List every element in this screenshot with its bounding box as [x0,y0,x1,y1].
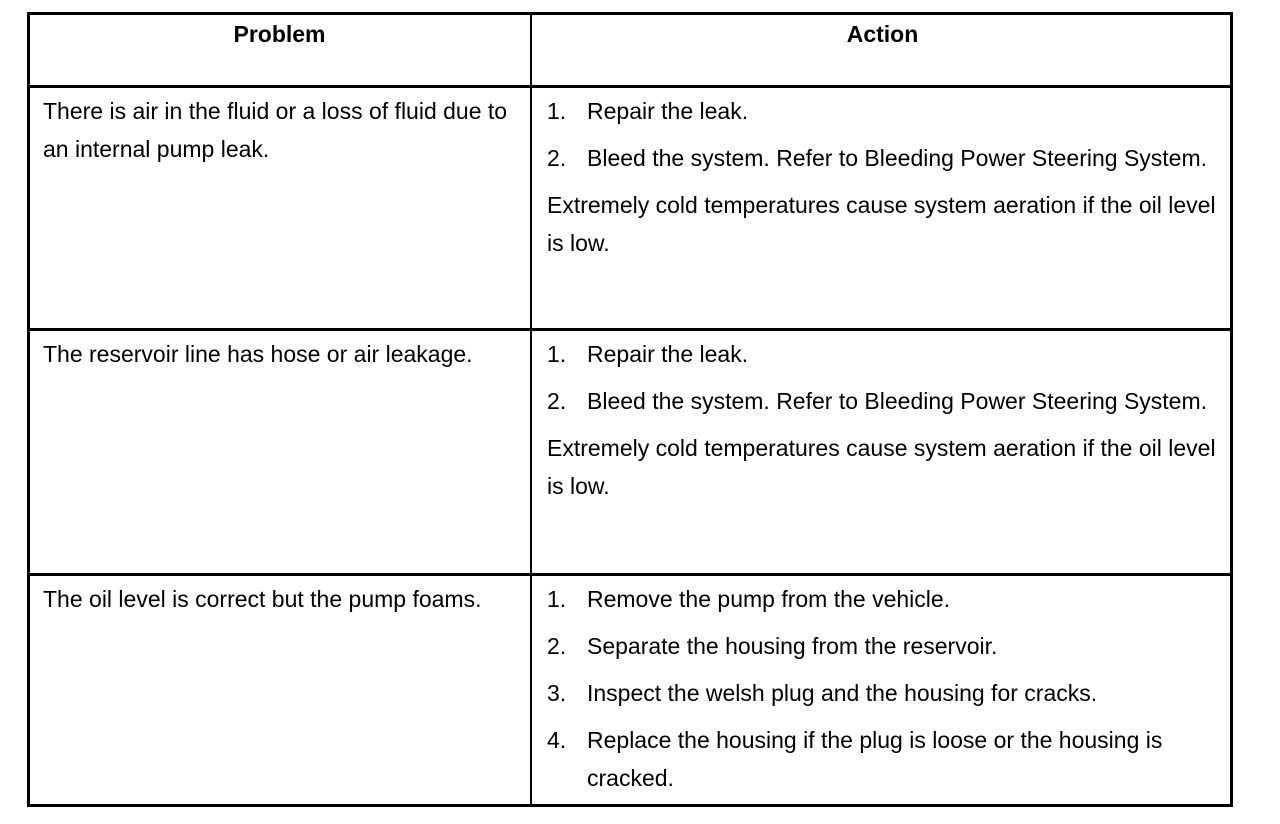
action-cell [532,88,1230,328]
problem-text: The reservoir line has hose or air leakage. [43,341,473,367]
step-number: 1. [547,98,567,124]
step-text: Repair the leak. [587,98,749,124]
step-number: 1. [547,341,567,367]
step-text: Bleed the system. Refer to Bleeding Power Steering System. [587,388,1208,414]
action-step [547,674,1218,712]
action-step [547,721,1218,797]
action-cell [532,576,1230,807]
step-number: 2. [547,145,567,171]
header-problem: Problem [233,21,326,47]
step-text: Bleed the system. Refer to Bleeding Power Steering System. [587,145,1208,171]
diagnostic-table [27,12,1233,807]
action-step [547,627,1218,665]
table-row [30,576,1230,807]
table-row [30,331,1230,576]
step-number: 3. [547,680,567,706]
action-step [547,335,1218,373]
step-text: Separate the housing from the reservoir. [587,633,998,659]
step-number: 4. [547,727,567,753]
step-number: 2. [547,633,567,659]
step-number: 2. [547,388,567,414]
problem-text: The oil level is correct but the pump foams. [43,586,482,612]
header-action: Action [846,21,919,47]
step-text: Remove the pump from the vehicle. [587,586,951,612]
table-row [30,88,1230,331]
problem-cell [30,88,530,328]
problem-text: There is air in the fluid or a loss of fluid due to an internal pump leak. [43,98,508,162]
action-step [547,580,1218,618]
problem-cell [30,576,530,807]
problem-cell [30,331,530,573]
action-note: Extremely cold temperatures cause system aeration if the oil level is low. [547,435,1216,499]
step-text: Replace the housing if the plug is loose or the housing is cracked. [587,727,1163,791]
step-text: Inspect the welsh plug and the housing for cracks. [587,680,1098,706]
action-cell [532,331,1230,573]
action-step [547,139,1218,177]
action-step [547,92,1218,130]
table-header-row [30,15,1230,88]
step-number: 1. [547,586,567,612]
action-note: Extremely cold temperatures cause system aeration if the oil level is low. [547,192,1216,256]
step-text: Repair the leak. [587,341,749,367]
action-step [547,382,1218,420]
